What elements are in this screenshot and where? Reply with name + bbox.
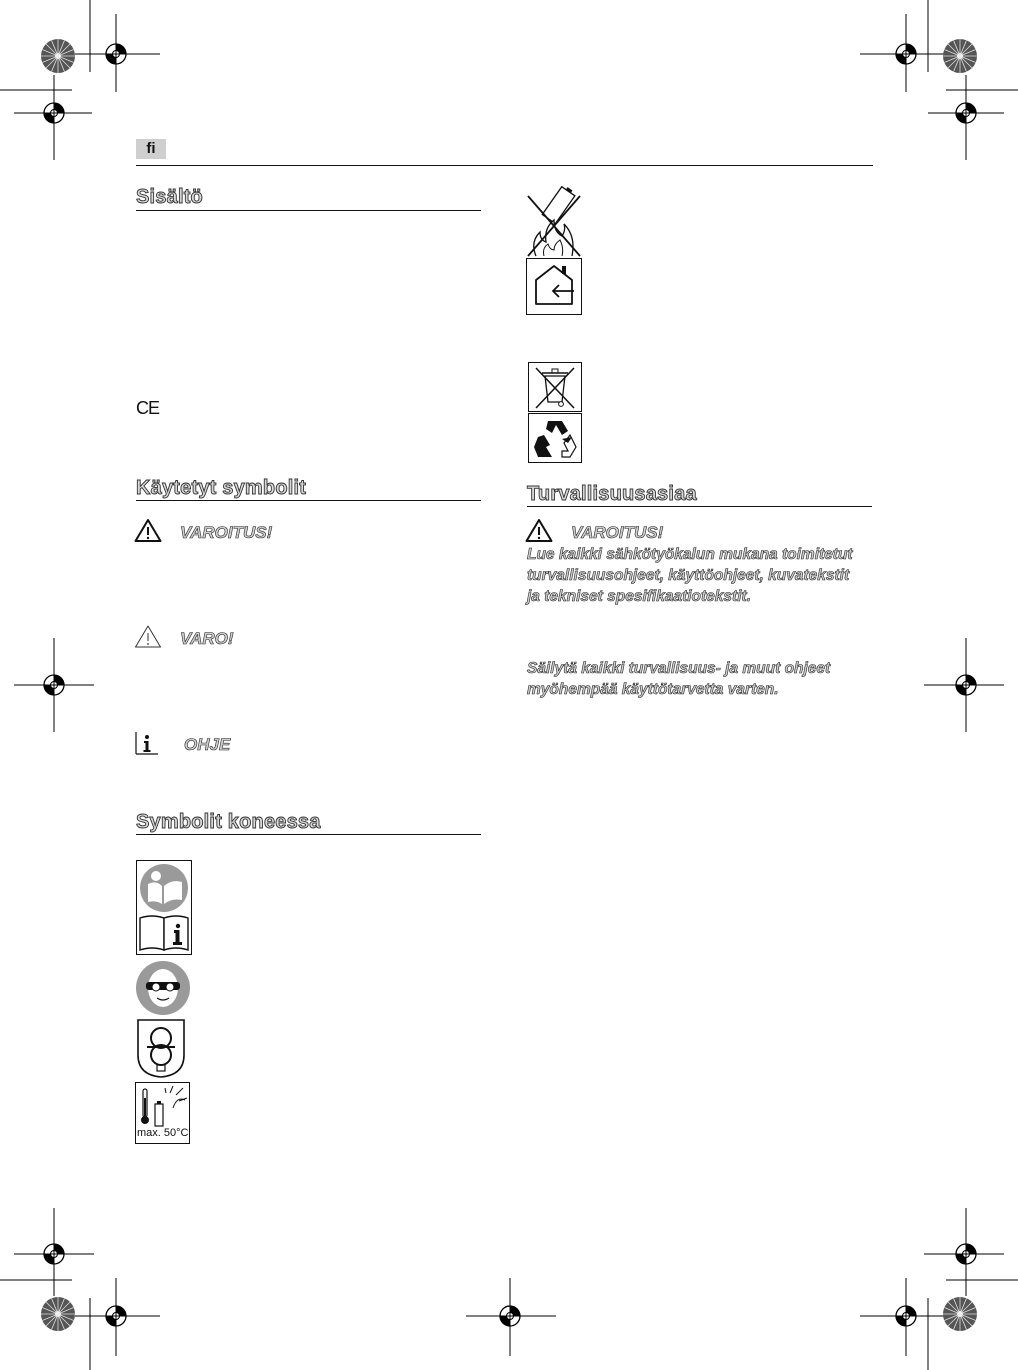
weee-bin-icon	[528, 362, 582, 412]
language-tab: fi	[136, 139, 166, 159]
used-symbols-heading: Käytetyt symbolit	[136, 477, 307, 499]
used-symbols-rule	[136, 500, 481, 501]
machine-symbols-rule	[136, 834, 481, 835]
note-label: OHJE	[184, 735, 231, 754]
safety-paragraph-2	[527, 658, 830, 700]
contents-heading: Sisältö	[136, 186, 203, 208]
safety-paragraph-1	[527, 544, 853, 607]
no-fire-battery-icon	[526, 186, 584, 258]
temperature-label: max. 50°C	[137, 1127, 189, 1139]
read-manual-icon	[136, 860, 192, 955]
info-icon	[135, 731, 159, 755]
safety-paragraph-1-line: turvallisuusohjeet, käyttöohjeet, kuvatekstit	[527, 567, 850, 584]
eye-protection-icon	[135, 960, 191, 1016]
safety-paragraph-2-line: Säilytä kaikki turvallisuus- ja muut ohjeet	[527, 660, 831, 677]
ce-mark: CE	[136, 398, 160, 418]
caution-triangle-icon	[134, 624, 162, 649]
safety-paragraph-2-line: myöhempää käyttötarvetta varten.	[527, 681, 779, 698]
ear-protection-icon	[135, 1017, 187, 1079]
contents-rule	[136, 210, 481, 211]
safety-heading: Turvallisuusasiaa	[527, 483, 697, 505]
header-rule	[136, 165, 873, 166]
safety-paragraph-1-line: Lue kaikki sähkötyökalun mukana toimitetut	[527, 546, 853, 563]
warning-triangle-icon	[134, 518, 162, 543]
warning-triangle-icon	[525, 518, 553, 543]
safety-paragraph-1-line: ja tekniset spesifikaatiotekstit.	[527, 588, 751, 605]
recycle-icon	[528, 413, 582, 463]
caution-label: VARO!	[180, 629, 234, 648]
indoor-use-icon	[526, 258, 582, 315]
safety-warning-label: VAROITUS!	[571, 523, 664, 542]
warning-label: VAROITUS!	[180, 523, 273, 542]
safety-rule	[527, 506, 872, 507]
machine-symbols-heading: Symbolit koneessa	[136, 811, 321, 833]
